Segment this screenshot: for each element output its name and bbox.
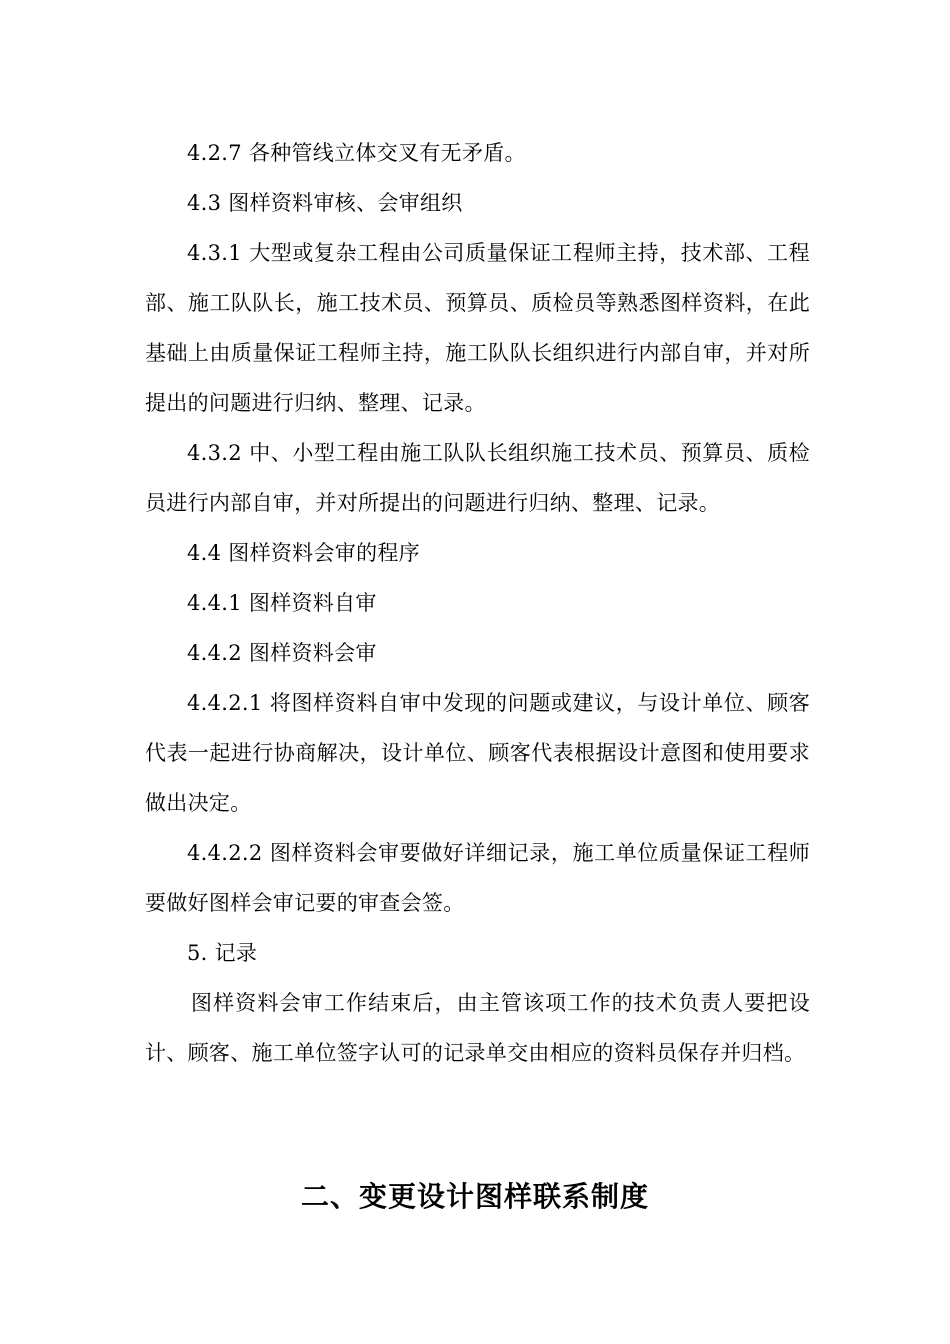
paragraph-4-4-1: 4.4.1 图样资料自审	[187, 591, 377, 615]
section-heading: 二、变更设计图样联系制度	[300, 1180, 649, 1213]
paragraph-4-4-2-1: 4.4.2.1 将图样资料自审中发现的问题或建议，与设计单位、顾客代表一起进行协商解决，设计单位、顾客代表根据设计意图和使用要求做出决定。	[145, 691, 810, 815]
paragraph-4-4-2: 4.4.2 图样资料会审	[187, 641, 377, 665]
paragraph-5-records: 5. 记录	[187, 941, 258, 965]
paragraph-4-3-1: 4.3.1 大型或复杂工程由公司质量保证工程师主持，技术部、工程部、施工队队长，施工技术员、预算员、质检员等熟悉图样资料，在此基础上由质量保证工程师主持，施工队队长组织进行内部自审，并对所提出的问题进行归纳、整理、记录。	[145, 241, 810, 415]
paragraph-4-4-2-2: 4.4.2.2 图样资料会审要做好详细记录，施工单位质量保证工程师要做好图样会审记要的审查会签。	[145, 841, 810, 915]
paragraph-records-body: 图样资料会审工作结束后，由主管该项工作的技术负责人要把设计、顾客、施工单位签字认可的记录单交由相应的资料员保存并归档。	[145, 991, 810, 1065]
document-body	[145, 128, 810, 1078]
paragraph-4-3: 4.3 图样资料审核、会审组织	[187, 191, 463, 215]
paragraph-4-3-2: 4.3.2 中、小型工程由施工队队长组织施工技术员、预算员、质检员进行内部自审，并对所提出的问题进行归纳、整理、记录。	[145, 441, 810, 515]
paragraph-4-4: 4.4 图样资料会审的程序	[187, 541, 420, 565]
paragraph-4-2-7: 4.2.7 各种管线立体交叉有无矛盾。	[187, 141, 526, 165]
